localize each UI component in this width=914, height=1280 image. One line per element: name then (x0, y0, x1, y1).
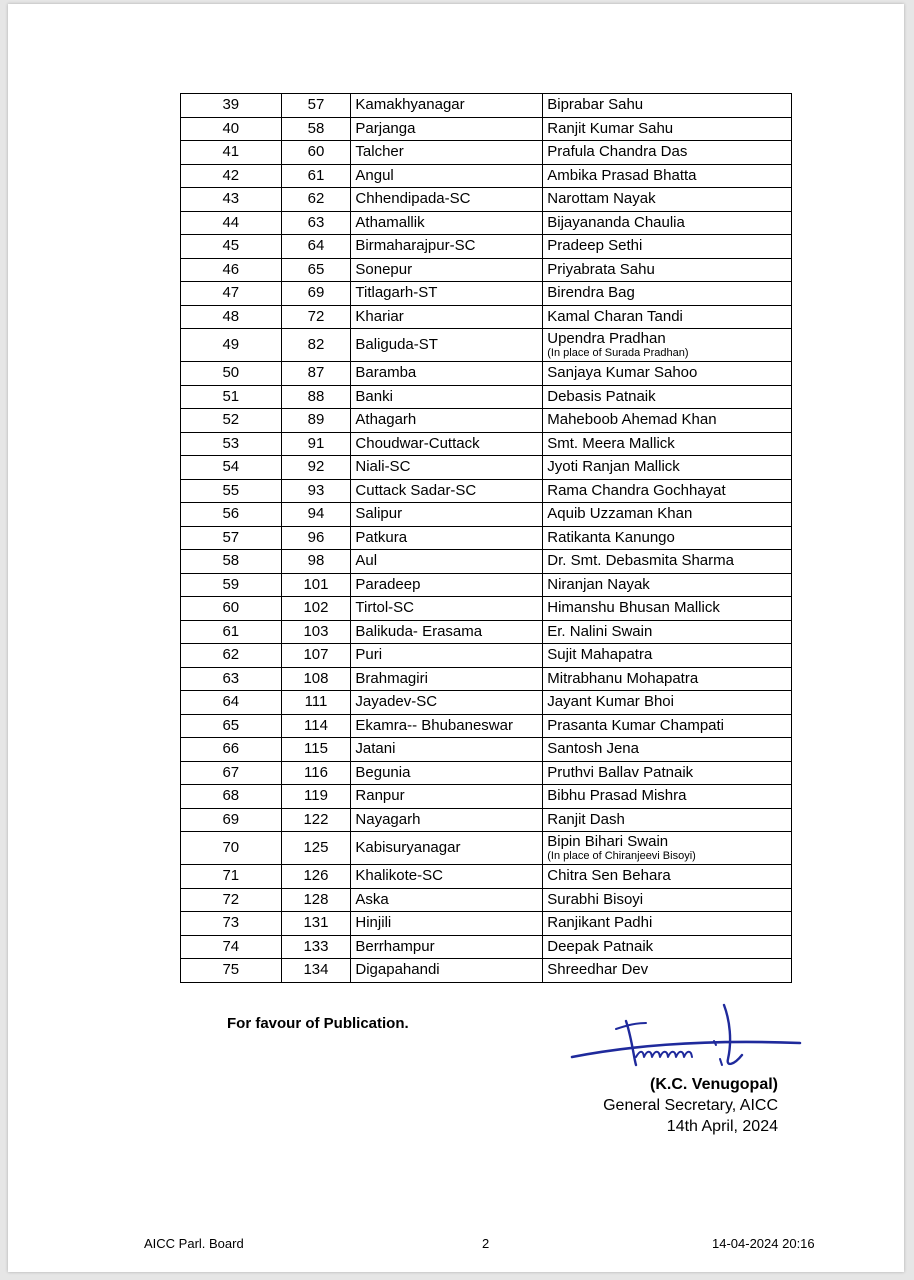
serial-number-cell: 52 (181, 409, 282, 433)
serial-number-cell: 51 (181, 385, 282, 409)
constituency-cell: Balikuda- Erasama (351, 620, 543, 644)
table-row (181, 912, 792, 936)
table-row (181, 362, 792, 386)
ac-number-cell: 107 (281, 644, 351, 668)
table-row (181, 738, 792, 762)
serial-number-cell: 49 (181, 329, 282, 362)
serial-number-cell: 69 (181, 808, 282, 832)
candidate-cell: Mitrabhanu Mohapatra (543, 667, 792, 691)
serial-number-cell: 73 (181, 912, 282, 936)
serial-number-cell: 39 (181, 94, 282, 118)
table-row (181, 832, 792, 865)
candidate-cell: Sanjaya Kumar Sahoo (543, 362, 792, 386)
serial-number-cell: 46 (181, 258, 282, 282)
footer-timestamp: 14-04-2024 20:16 (712, 1236, 815, 1251)
ac-number-cell: 91 (281, 432, 351, 456)
serial-number-cell: 56 (181, 503, 282, 527)
ac-number-cell: 103 (281, 620, 351, 644)
constituency-cell: Salipur (351, 503, 543, 527)
candidate-name: Upendra Pradhan (547, 330, 666, 347)
table-row (181, 117, 792, 141)
constituency-cell: Paradeep (351, 573, 543, 597)
candidate-cell: Santosh Jena (543, 738, 792, 762)
ac-number-cell: 108 (281, 667, 351, 691)
signatory-date: 14th April, 2024 (666, 1118, 778, 1135)
ac-number-cell: 88 (281, 385, 351, 409)
serial-number-cell: 40 (181, 117, 282, 141)
constituency-cell: Digapahandi (351, 959, 543, 983)
constituency-cell: Angul (351, 164, 543, 188)
table-row (181, 573, 792, 597)
ac-number-cell: 115 (281, 738, 351, 762)
candidate-cell: Dr. Smt. Debasmita Sharma (543, 550, 792, 574)
ac-number-cell: 92 (281, 456, 351, 480)
serial-number-cell: 66 (181, 738, 282, 762)
ac-number-cell: 94 (281, 503, 351, 527)
candidate-cell: Chitra Sen Behara (543, 865, 792, 889)
serial-number-cell: 71 (181, 865, 282, 889)
candidate-cell: Bibhu Prasad Mishra (543, 785, 792, 809)
candidate-cell: Debasis Patnaik (543, 385, 792, 409)
candidate-cell: Prasanta Kumar Champati (543, 714, 792, 738)
candidate-cell (543, 832, 792, 865)
ac-number-cell: 116 (281, 761, 351, 785)
serial-number-cell: 59 (181, 573, 282, 597)
serial-number-cell: 75 (181, 959, 282, 983)
footer-page-number: 2 (482, 1236, 490, 1251)
candidate-cell: Surabhi Bisoyi (543, 888, 792, 912)
constituency-cell: Athagarh (351, 409, 543, 433)
constituency-cell: Athamallik (351, 211, 543, 235)
serial-number-cell: 61 (181, 620, 282, 644)
candidate-cell: Smt. Meera Mallick (543, 432, 792, 456)
signatory-name: (K.C. Venugopal) (650, 1076, 778, 1093)
ac-number-cell: 111 (281, 691, 351, 715)
candidate-cell: Priyabrata Sahu (543, 258, 792, 282)
constituency-cell: Baliguda-ST (351, 329, 543, 362)
ac-number-cell: 133 (281, 935, 351, 959)
serial-number-cell: 68 (181, 785, 282, 809)
ac-number-cell: 126 (281, 865, 351, 889)
candidate-cell: Aquib Uzzaman Khan (543, 503, 792, 527)
candidate-cell: Rama Chandra Gochhayat (543, 479, 792, 503)
candidate-cell: Jyoti Ranjan Mallick (543, 456, 792, 480)
ac-number-cell: 61 (281, 164, 351, 188)
ac-number-cell: 72 (281, 305, 351, 329)
table-row (181, 691, 792, 715)
table-row (181, 667, 792, 691)
constituency-cell: Niali-SC (351, 456, 543, 480)
table-row (181, 164, 792, 188)
table-row (181, 211, 792, 235)
candidate-note: (In place of Chiranjeevi Bisoyi) (547, 850, 696, 862)
constituency-cell: Choudwar-Cuttack (351, 432, 543, 456)
serial-number-cell: 58 (181, 550, 282, 574)
candidate-cell: Sujit Mahapatra (543, 644, 792, 668)
constituency-cell: Aul (351, 550, 543, 574)
table-row (181, 785, 792, 809)
candidate-name: Bipin Bihari Swain (547, 833, 669, 850)
candidate-cell: Kamal Charan Tandi (543, 305, 792, 329)
serial-number-cell: 41 (181, 141, 282, 165)
candidate-cell: Birendra Bag (543, 282, 792, 306)
ac-number-cell: 134 (281, 959, 351, 983)
candidate-cell: Er. Nalini Swain (543, 620, 792, 644)
table-row (181, 714, 792, 738)
constituency-cell: Tirtol-SC (351, 597, 543, 621)
candidate-cell: Pradeep Sethi (543, 235, 792, 259)
serial-number-cell: 72 (181, 888, 282, 912)
candidate-cell: Ratikanta Kanungo (543, 526, 792, 550)
serial-number-cell: 42 (181, 164, 282, 188)
ac-number-cell: 69 (281, 282, 351, 306)
candidate-table-body (181, 94, 792, 983)
serial-number-cell: 63 (181, 667, 282, 691)
constituency-cell: Cuttack Sadar-SC (351, 479, 543, 503)
table-row (181, 409, 792, 433)
serial-number-cell: 43 (181, 188, 282, 212)
ac-number-cell: 62 (281, 188, 351, 212)
constituency-cell: Ranpur (351, 785, 543, 809)
constituency-cell: Parjanga (351, 117, 543, 141)
candidate-cell: Narottam Nayak (543, 188, 792, 212)
serial-number-cell: 54 (181, 456, 282, 480)
constituency-cell: Talcher (351, 141, 543, 165)
table-row (181, 620, 792, 644)
ac-number-cell: 65 (281, 258, 351, 282)
candidate-note: (In place of Surada Pradhan) (547, 347, 689, 359)
document-page (8, 4, 904, 1272)
constituency-cell: Hinjili (351, 912, 543, 936)
table-row (181, 94, 792, 118)
table-row (181, 282, 792, 306)
footer-left-label: AICC Parl. Board (144, 1236, 244, 1251)
candidate-cell: Jayant Kumar Bhoi (543, 691, 792, 715)
serial-number-cell: 55 (181, 479, 282, 503)
table-row (181, 888, 792, 912)
serial-number-cell: 45 (181, 235, 282, 259)
ac-number-cell: 89 (281, 409, 351, 433)
constituency-cell: Khalikote-SC (351, 865, 543, 889)
constituency-cell: Ekamra-- Bhubaneswar (351, 714, 543, 738)
ac-number-cell: 98 (281, 550, 351, 574)
serial-number-cell: 64 (181, 691, 282, 715)
serial-number-cell: 62 (181, 644, 282, 668)
candidate-cell: Shreedhar Dev (543, 959, 792, 983)
candidate-cell: Maheboob Ahemad Khan (543, 409, 792, 433)
constituency-cell: Kabisuryanagar (351, 832, 543, 865)
publication-note: For favour of Publication. (227, 1015, 409, 1032)
serial-number-cell: 57 (181, 526, 282, 550)
serial-number-cell: 67 (181, 761, 282, 785)
table-row (181, 865, 792, 889)
candidate-cell: Bijayananda Chaulia (543, 211, 792, 235)
candidate-table (180, 93, 792, 983)
serial-number-cell: 60 (181, 597, 282, 621)
serial-number-cell: 47 (181, 282, 282, 306)
constituency-cell: Nayagarh (351, 808, 543, 832)
ac-number-cell: 93 (281, 479, 351, 503)
candidate-cell: Niranjan Nayak (543, 573, 792, 597)
constituency-cell: Jatani (351, 738, 543, 762)
table-row (181, 808, 792, 832)
ac-number-cell: 96 (281, 526, 351, 550)
constituency-cell: Jayadev-SC (351, 691, 543, 715)
table-row (181, 432, 792, 456)
constituency-cell: Banki (351, 385, 543, 409)
candidate-cell: Pruthvi Ballav Patnaik (543, 761, 792, 785)
table-row (181, 550, 792, 574)
ac-number-cell: 57 (281, 94, 351, 118)
table-row (181, 526, 792, 550)
ac-number-cell: 101 (281, 573, 351, 597)
candidate-cell: Himanshu Bhusan Mallick (543, 597, 792, 621)
constituency-cell: Aska (351, 888, 543, 912)
table-row (181, 479, 792, 503)
constituency-cell: Titlagarh-ST (351, 282, 543, 306)
constituency-cell: Puri (351, 644, 543, 668)
ac-number-cell: 58 (281, 117, 351, 141)
constituency-cell: Brahmagiri (351, 667, 543, 691)
candidate-cell (543, 329, 792, 362)
serial-number-cell: 48 (181, 305, 282, 329)
table-row (181, 329, 792, 362)
candidate-cell: Biprabar Sahu (543, 94, 792, 118)
table-row (181, 644, 792, 668)
constituency-cell: Sonepur (351, 258, 543, 282)
serial-number-cell: 74 (181, 935, 282, 959)
ac-number-cell: 114 (281, 714, 351, 738)
constituency-cell: Begunia (351, 761, 543, 785)
constituency-cell: Berrhampur (351, 935, 543, 959)
constituency-cell: Birmaharajpur-SC (351, 235, 543, 259)
table-row (181, 761, 792, 785)
table-row (181, 385, 792, 409)
ac-number-cell: 125 (281, 832, 351, 865)
ac-number-cell: 119 (281, 785, 351, 809)
ac-number-cell: 63 (281, 211, 351, 235)
table-row (181, 935, 792, 959)
ac-number-cell: 102 (281, 597, 351, 621)
candidate-cell: Ranjikant Padhi (543, 912, 792, 936)
ac-number-cell: 87 (281, 362, 351, 386)
table-row (181, 188, 792, 212)
candidate-cell: Ranjit Kumar Sahu (543, 117, 792, 141)
serial-number-cell: 44 (181, 211, 282, 235)
table-row (181, 959, 792, 983)
ac-number-cell: 122 (281, 808, 351, 832)
candidate-cell: Ambika Prasad Bhatta (543, 164, 792, 188)
signatory-designation: General Secretary, AICC (603, 1097, 778, 1114)
ac-number-cell: 131 (281, 912, 351, 936)
table-row (181, 141, 792, 165)
candidate-cell: Ranjit Dash (543, 808, 792, 832)
signatory-block (603, 1074, 778, 1137)
ac-number-cell: 82 (281, 329, 351, 362)
ac-number-cell: 128 (281, 888, 351, 912)
serial-number-cell: 50 (181, 362, 282, 386)
table-row (181, 258, 792, 282)
constituency-cell: Patkura (351, 526, 543, 550)
constituency-cell: Kamakhyanagar (351, 94, 543, 118)
candidate-cell: Deepak Patnaik (543, 935, 792, 959)
candidate-cell: Prafula Chandra Das (543, 141, 792, 165)
serial-number-cell: 65 (181, 714, 282, 738)
ac-number-cell: 60 (281, 141, 351, 165)
ac-number-cell: 64 (281, 235, 351, 259)
constituency-cell: Chhendipada-SC (351, 188, 543, 212)
constituency-cell: Khariar (351, 305, 543, 329)
table-row (181, 503, 792, 527)
table-row (181, 597, 792, 621)
serial-number-cell: 70 (181, 832, 282, 865)
constituency-cell: Baramba (351, 362, 543, 386)
serial-number-cell: 53 (181, 432, 282, 456)
signature-image (564, 999, 804, 1083)
table-row (181, 305, 792, 329)
table-row (181, 456, 792, 480)
table-row (181, 235, 792, 259)
